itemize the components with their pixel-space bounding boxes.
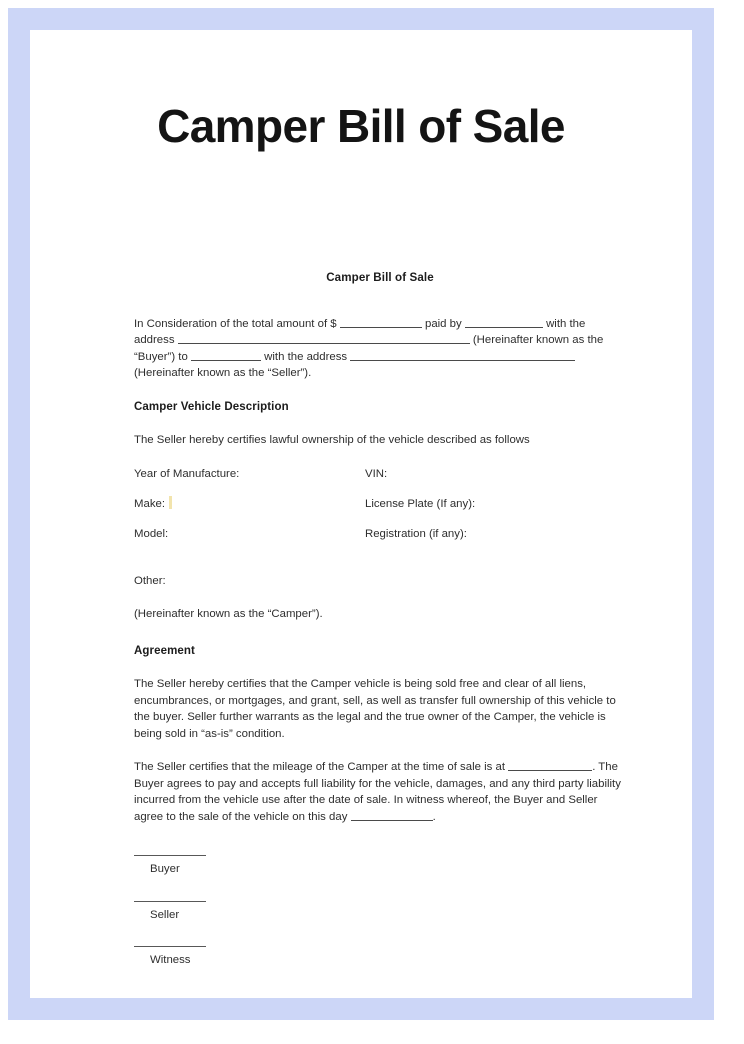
consideration-text-4: (Hereinafter known as the “Buyer”) to xyxy=(134,334,604,363)
consideration-paragraph xyxy=(134,316,626,382)
buyer-signature-line[interactable] xyxy=(134,855,206,856)
license-plate-label: License Plate (If any): xyxy=(365,497,476,510)
buyer-signature-item xyxy=(134,855,626,878)
buyer-address-blank-field[interactable] xyxy=(178,332,470,344)
vehicle-description-intro: The Seller hereby certifies lawful ownership of the vehicle described as follows xyxy=(134,434,530,446)
document-body xyxy=(134,270,626,992)
mileage-paragraph xyxy=(134,759,626,825)
year-of-manufacture-label: Year of Manufacture: xyxy=(134,467,240,480)
page-title: Camper Bill of Sale xyxy=(157,100,565,152)
witness-signature-label: Witness xyxy=(150,954,191,966)
vehicle-field-row xyxy=(134,526,626,556)
amount-blank-field[interactable] xyxy=(340,316,422,328)
vehicle-fields-grid xyxy=(134,466,626,556)
sale-day-blank-field[interactable] xyxy=(351,809,433,821)
consideration-text-3: with the address xyxy=(134,317,586,346)
page-border-frame xyxy=(8,8,714,1020)
vehicle-field-row xyxy=(134,496,626,526)
model-label: Model: xyxy=(134,527,169,540)
consideration-text-5: with the address xyxy=(264,350,348,363)
seller-signature-item xyxy=(134,901,626,924)
make-field[interactable] xyxy=(134,496,172,513)
mileage-text-1: The Seller certifies that the mileage of the Camper at the time of sale is at xyxy=(134,761,506,773)
witness-signature-line[interactable] xyxy=(134,946,206,947)
witness-signature-item xyxy=(134,946,626,969)
seller-name-blank-field[interactable] xyxy=(191,349,261,361)
mileage-text-2: . The Buyer agrees to pay and accepts full liability for the vehicle, damages, and any third party liability incurred from the vehicle use after the date of sale. In witness whereof, the Buyer and Seller agree to the sale of the vehicle on this day xyxy=(134,761,621,823)
make-label: Make: xyxy=(134,497,166,510)
agreement-heading: Agreement xyxy=(134,644,195,657)
seller-signature-label: Seller xyxy=(150,908,180,921)
mileage-blank-field[interactable] xyxy=(508,759,592,771)
vehicle-field-row xyxy=(134,466,626,496)
registration-label: Registration (if any): xyxy=(365,527,467,540)
paid-by-blank-field[interactable] xyxy=(465,316,543,328)
other-label: Other: xyxy=(134,574,166,587)
document-page xyxy=(30,30,692,998)
buyer-signature-label: Buyer xyxy=(150,863,180,875)
agreement-paragraph: The Seller hereby certifies that the Camper vehicle is being sold free and clear of all liens, encumbrances, or mortgages, and grant, sell, as well as transfer full ownership of this vehicle to the buyer. Seller further warrants as the legal and the true owner of the Camper, the vehicle is being sold in “as-is” condition. xyxy=(134,678,616,740)
vehicle-description-heading: Camper Vehicle Description xyxy=(134,400,289,413)
vin-label: VIN: xyxy=(365,467,388,480)
seller-address-blank-field[interactable] xyxy=(350,349,575,361)
mileage-text-3: . xyxy=(432,810,436,823)
consideration-text-1: In Consideration of the total amount of $ xyxy=(134,317,337,330)
consideration-text-2: paid by xyxy=(424,317,462,330)
signature-block xyxy=(134,855,626,969)
text-cursor-caret xyxy=(169,496,172,509)
camper-definition-note: (Hereinafter known as the “Camper”). xyxy=(134,608,323,620)
document-subtitle: Camper Bill of Sale xyxy=(326,271,434,284)
consideration-text-6: (Hereinafter known as the “Seller”). xyxy=(134,367,312,379)
seller-signature-line[interactable] xyxy=(134,901,206,902)
